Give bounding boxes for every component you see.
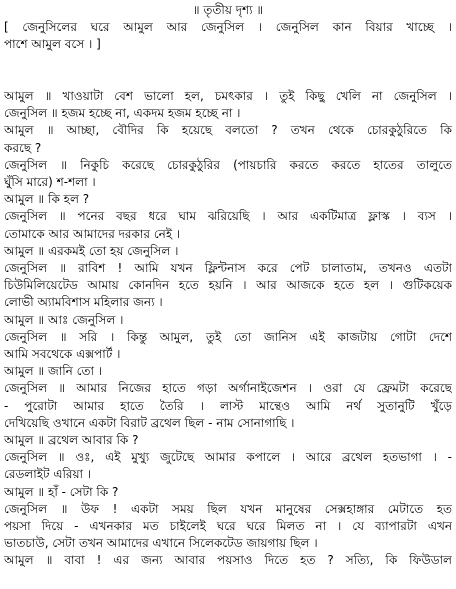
dialogue-line: জেনুসিল ॥ পনের বছর ধরে ঘাম ঝরিয়েছি । আর একটিমাত্র ফ্লাস্ক । ব্যস । xyxy=(4,209,452,224)
dialogue-line: আমুল ॥ আচ্ছা, বৌদির কি হয়েছে বলতো ? তখন থেকে চোরকুঠুরিতে কি xyxy=(4,123,452,138)
dialogue-line: - পুরোটা আমার হাতে তৈরি । লাস্ট মান্থেও আমি নর্থ সুতানুটি খুঁড়ে xyxy=(4,398,452,413)
dialogue-line: জেনুসিল ॥ উফ ! একটা সময় ছিল যখন মানুষের সেক্সহাঙ্গার মেটাতে হত xyxy=(4,501,452,516)
dialogue-line: রেডলাইট এরিয়া । xyxy=(4,467,92,482)
scene-title: ॥ তৃতীয় দৃশ্য ॥ xyxy=(192,3,264,17)
dialogue-line: আমুল ॥ হাঁ - সেটা কি ? xyxy=(4,484,119,499)
dialogue-line: আমুল ॥ আঃ জেনুসিল । xyxy=(4,312,124,327)
dialogue-line: আমুল ॥ বাবা ! এর জন্য আবার পয়সাও দিতে হত ? সত্যি, কি ফিউডাল xyxy=(4,553,452,568)
stage-direction-line: [ জেনুসিলের ঘরে আমুল আর জেনুসিল । জেনুসিল কান বিয়ার খাচ্ছে । xyxy=(4,20,452,35)
dialogue-line: লোভী অ্যামবিশাস মহিলার জন্য । xyxy=(4,295,163,310)
dialogue-line: আমুল ॥ এরকমই তো হয় জেনুসিল । xyxy=(4,243,179,258)
paragraph-gap xyxy=(4,54,452,71)
dialogue-line: ঘুঁসি মারে) শ-শলা । xyxy=(4,175,96,189)
dialogue-line: করছে ? xyxy=(4,140,42,155)
dialogue-line: আমুল ॥ কি হল ? xyxy=(4,192,90,207)
dialogue-line: আমুল ॥ ব্রথেল আবার কি ? xyxy=(4,433,139,448)
dialogue-line: জেনুসিল ॥ আমার নিজের হাতে গড়া অর্গানাইজেশন । ওরা যে ফ্রেমটা করেছে xyxy=(4,381,452,396)
dialogue-line: ভাতচাউ, সেটা তখন আমাদের এখানে সিলেকটেড জায়গায় ছিল । xyxy=(4,536,318,551)
dialogue-line: তোমাকে আর আমাদের দরকার নেই । xyxy=(4,226,181,241)
dialogue-line: জেনুসিল ॥ সরি । কিন্তু আমুল, তুই তো জানিস এই কাজটায় গোটা দেশে xyxy=(4,329,452,344)
dialogue-line: জেনুসিল ॥ নিকুচি করেছে চোরকুঠুরির (পায়চারি করতে করতে হাতের তালুতে xyxy=(4,157,452,172)
dialogue-line: আমুল ॥ জানি তো । xyxy=(4,364,103,379)
dialogue-line: জেনুসিল ॥ হজম হচ্ছে না, একদম হজম হচ্ছে না । xyxy=(4,106,241,121)
dialogue-line: জেনুসিল ॥ ওঃ, এই মুখ্যু জুটেছে আমার কপালে । আরে ব্রথেল হতভাগা । - xyxy=(4,450,452,465)
dialogue-line: চিউমিলিয়েটেড আমায় কোনদিন হতে হয়নি । আর আজকে হতে হল । গুটিকয়েক xyxy=(4,278,452,293)
stage-direction-line: পাশে আমুল বসে । ] xyxy=(4,37,101,52)
dialogue-line: জেনুসিল ॥ রাবিশ ! আমি যখন ফ্লিন্টনাস করে পেট চালাতাম, তখনও এতটা xyxy=(4,261,452,276)
dialogue-line: দেখিয়েছি ওখানে একটা বিরাট ব্রথেল ছিল - নাম সোনাগাছি । xyxy=(4,415,295,430)
dialogue-line: পয়সা দিয়ে - এখনকার মত চাইলেই ঘরে ঘরে মিলত না । যে ব্যাপারটা এখন xyxy=(4,519,452,534)
dialogue-line: আমুল ॥ খাওয়াটা বেশ ভালো হল, চমৎকার । তুই কিছু খেলি না জেনুসিল । xyxy=(4,88,452,103)
paragraph-gap xyxy=(4,71,452,88)
dialogue-line: আমি সবথেকে এক্সপার্ট । xyxy=(4,347,121,362)
